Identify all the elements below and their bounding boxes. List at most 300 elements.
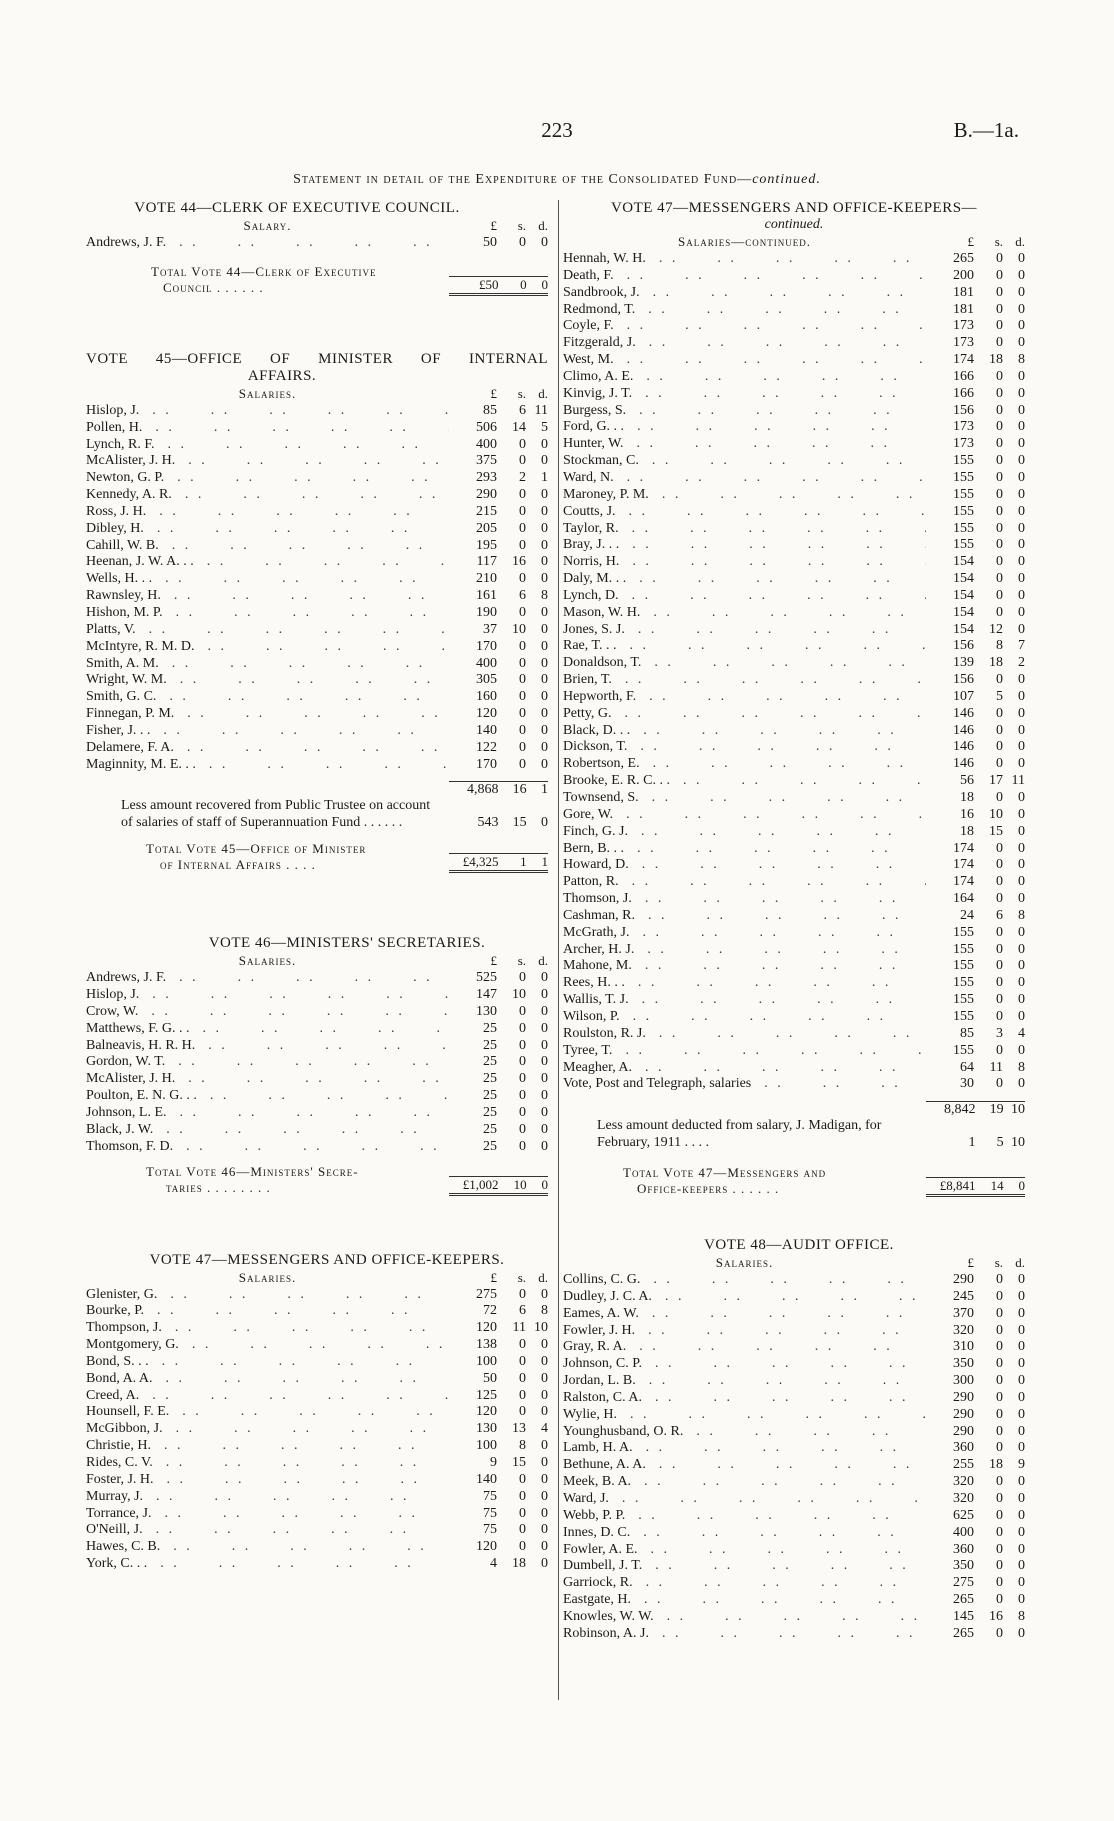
amount-pounds: 120 [476, 706, 497, 722]
vote-47-less-amount [926, 1135, 1025, 1152]
amount-shillings: 2 [519, 470, 526, 486]
table-row [86, 1438, 548, 1455]
vote-46-title: VOTE 46—MINISTERS' SECRETARIES. [208, 935, 486, 952]
amount-shillings: 15 [989, 823, 1003, 839]
table-row [86, 1139, 548, 1156]
amount-pounds: 100 [476, 1438, 497, 1454]
amount-pence: 1 [541, 782, 548, 798]
salary-name: Rawnsley, H. . . [86, 588, 449, 605]
amount-pounds: 125 [476, 1387, 497, 1403]
salary-name: Andrews, J. F. . . [86, 235, 449, 252]
table-row [563, 1076, 1025, 1093]
amount-pounds: 25 [483, 1105, 497, 1120]
table-row [86, 1054, 548, 1071]
vote-45-header [86, 385, 548, 403]
amount-pounds: 350 [953, 1558, 974, 1574]
amount-pence: 8 [1018, 907, 1025, 923]
amount-pence: 0 [1018, 924, 1025, 940]
table-row [86, 1105, 548, 1122]
vote-47-total-amount [926, 1177, 1025, 1197]
salary-name: Garriock, R. . . [563, 1575, 926, 1592]
salary-name: Cahill, W. B. . . [86, 538, 449, 555]
vote-47-less-text: Less amount deducted from salary, J. Madigan, for February, 1911 . . . . [597, 1118, 882, 1150]
amount-shillings: 0 [519, 655, 526, 671]
amount-pounds: 155 [953, 453, 974, 469]
salary-name: Thomson, F. D. . . [86, 1139, 449, 1156]
salary-name: Hennah, W. H. . . [563, 251, 926, 268]
vote-44-rows [86, 235, 548, 252]
table-row [563, 1026, 1025, 1043]
table-row [563, 807, 1025, 824]
amount-pounds: 146 [953, 705, 974, 721]
page-number: 223 [541, 118, 573, 142]
amount-pence: 1 [541, 470, 548, 486]
salary-name: Eames, A. W. . . [563, 1306, 926, 1323]
amount-shillings: 18 [512, 1556, 526, 1572]
amount-shillings: 0 [519, 503, 526, 519]
salary-name: Hunter, W. . . [563, 436, 926, 453]
amount-pounds: 265 [953, 1592, 974, 1608]
amount-pence: 0 [541, 235, 548, 250]
amount-pence: 0 [1018, 284, 1025, 300]
amount-pence: 0 [1018, 1625, 1025, 1641]
table-row [86, 1088, 548, 1105]
vote-46-header [86, 952, 548, 970]
salary-name: O'Neill, J. . . [86, 1522, 449, 1539]
vote-46-total-line1: Total Vote 46—Ministers' Secre- [146, 1163, 359, 1179]
amount-pence: 0 [1018, 1592, 1025, 1608]
amount-pounds: 154 [953, 571, 974, 587]
salary-name: Lamb, H. A. . . [563, 1440, 926, 1457]
amount-pence: 0 [1018, 823, 1025, 839]
amount-shillings: 0 [996, 739, 1003, 755]
amount-shillings: 0 [996, 1524, 1003, 1540]
table-row [563, 1289, 1025, 1306]
amount-shillings: 0 [996, 790, 1003, 805]
salary-name: McGrath, J. . . [563, 925, 926, 942]
amount-pounds: £8,841 [939, 1178, 976, 1194]
amount-pence: 0 [541, 706, 548, 722]
salary-name: Gray, R. A. . . [563, 1339, 926, 1356]
salary-name: Balneavis, H. R. H. . . [86, 1038, 449, 1055]
amount-pence: 0 [541, 1370, 548, 1386]
table-row [563, 655, 1025, 672]
amount-pounds: 145 [953, 1608, 974, 1624]
vote-48-rows [563, 1272, 1025, 1643]
amount-shillings: 0 [996, 1423, 1003, 1439]
table-row [86, 403, 548, 420]
vote-45-less [86, 798, 548, 831]
amount-shillings: 12 [989, 621, 1003, 637]
statement-title-text: Statement in detail of the Expenditure of the Consolidated Fund— [293, 172, 753, 187]
amount-pounds: 173 [953, 335, 974, 351]
table-row [563, 1592, 1025, 1609]
salary-name: Delamere, F. A. . . [86, 740, 449, 757]
table-row [563, 689, 1025, 706]
salary-name: Death, F. . . [563, 268, 926, 285]
amount-pence: 0 [1018, 857, 1025, 873]
pounds-heading: £ [967, 234, 974, 249]
table-row [563, 554, 1025, 571]
amount-pounds: 155 [953, 503, 974, 519]
amount-pounds: 155 [953, 941, 974, 957]
amount-pounds: 174 [953, 840, 974, 856]
amount-pounds: 160 [476, 689, 497, 705]
vote-47-subtotal [563, 1101, 1025, 1118]
pence-heading: d. [538, 1269, 548, 1285]
amount-pounds: 290 [953, 1272, 974, 1288]
table-row [86, 470, 548, 487]
amount-pence: 0 [541, 1404, 548, 1420]
table-row [86, 740, 548, 757]
amount-pence: 0 [1018, 1373, 1025, 1389]
salary-name: Fowler, A. E. . . [563, 1542, 926, 1559]
amount-shillings: 6 [519, 402, 526, 418]
amount-pounds: 275 [953, 1575, 974, 1591]
amount-pence: 0 [541, 1020, 548, 1036]
amount-shillings: 0 [996, 267, 1003, 283]
pence-heading: d. [538, 953, 548, 969]
amount-pounds: 139 [953, 655, 974, 671]
amount-pence: 10 [1011, 1134, 1025, 1150]
table-row [563, 1508, 1025, 1525]
amount-pence: 0 [541, 1286, 548, 1302]
table-row [563, 470, 1025, 487]
amount-pounds: 174 [953, 857, 974, 873]
amount-pounds: 205 [476, 520, 497, 536]
salary-name: Tyree, T. . . [563, 1043, 926, 1060]
amount-pence: 0 [1018, 1042, 1025, 1058]
amount-shillings: 0 [519, 1071, 526, 1087]
table-row [563, 1525, 1025, 1542]
amount-pounds: 16 [960, 806, 974, 822]
table-row [86, 639, 548, 656]
table-row [86, 970, 548, 987]
salary-name: Rees, H. . . . . [563, 975, 926, 992]
vote-48-section [563, 1237, 1025, 1643]
amount-pounds: 195 [476, 537, 497, 553]
amount-shillings: 5 [996, 1134, 1004, 1150]
table-row [563, 824, 1025, 841]
table-row [86, 538, 548, 555]
amount-pence: 0 [541, 1522, 548, 1538]
amount-pence: 0 [541, 621, 548, 637]
salary-name: Murray, J. . . [86, 1489, 449, 1506]
amount-pounds: 400 [476, 436, 497, 452]
amount-pounds: 85 [960, 1025, 974, 1041]
amount-pence: 0 [1018, 469, 1025, 485]
amount-pence: 0 [1018, 537, 1025, 553]
salary-name: Smith, A. M. . . [86, 656, 449, 673]
salary-name: Ward, N. . . [563, 470, 926, 487]
amount-shillings: 8 [519, 1438, 526, 1454]
amount-shillings: 0 [996, 1076, 1003, 1092]
amount-pence: 0 [541, 1337, 548, 1353]
amount-pounds: 255 [953, 1457, 974, 1473]
amount-pence: 0 [541, 1488, 548, 1504]
amount-pounds: 181 [953, 301, 974, 317]
salary-name: Robinson, A. J. . . [563, 1626, 926, 1643]
amount-pounds: £4,325 [462, 854, 499, 870]
amount-pence: 0 [1018, 486, 1025, 502]
vote-45-less-amount [449, 815, 548, 832]
left-column [86, 200, 548, 1573]
amount-shillings: 0 [996, 1575, 1003, 1591]
amount-shillings: 0 [996, 975, 1003, 991]
amount-shillings: 0 [996, 604, 1003, 620]
salary-name: Ralston, C. A. . . [563, 1390, 926, 1407]
table-row [563, 1373, 1025, 1390]
amount-pounds: 290 [953, 1423, 974, 1439]
amount-pence: 8 [541, 1303, 548, 1319]
salary-name: Robertson, E. . . [563, 756, 926, 773]
amount-shillings: 0 [519, 1471, 526, 1487]
vote-45-total-amount [449, 853, 548, 873]
salary-name: Bond, S. . . . . [86, 1354, 449, 1371]
amount-shillings: 0 [996, 520, 1003, 536]
salary-name: Archer, H. J. . . [563, 942, 926, 959]
amount-shillings: 15 [512, 1454, 526, 1470]
salary-name: Mahone, M. . . [563, 958, 926, 975]
salary-name: Daly, M. . . . . [563, 571, 926, 588]
amount-pounds: 25 [483, 1071, 497, 1087]
table-row [563, 605, 1025, 622]
vote-46-rows [86, 970, 548, 1155]
salary-name: Innes, D. C. . . [563, 1525, 926, 1542]
amount-shillings: 0 [996, 1322, 1003, 1338]
salary-name: Newton, G. P. . . [86, 470, 449, 487]
table-row [563, 335, 1025, 352]
amount-shillings: 14 [990, 1178, 1004, 1194]
amount-shillings: 0 [996, 722, 1003, 738]
amount-shillings: 0 [996, 335, 1003, 351]
amount-shillings: 0 [519, 1522, 526, 1538]
salary-name: Dudley, J. C. A. . . [563, 1289, 926, 1306]
salary-name: McAlister, J. H. . . [86, 453, 449, 470]
table-row [86, 689, 548, 706]
amount-pounds: 155 [953, 1008, 974, 1024]
table-row [86, 1320, 548, 1337]
amount-pounds: 400 [953, 1524, 974, 1540]
amount-pence: 0 [1018, 1305, 1025, 1321]
shillings-heading: s. [517, 385, 526, 401]
amount-pounds: 146 [953, 739, 974, 755]
amount-pounds: 9 [490, 1454, 497, 1470]
table-row [563, 908, 1025, 925]
table-row [86, 672, 548, 689]
vote-45-section [86, 351, 548, 873]
salary-name: Ford, G. . . . . [563, 419, 926, 436]
table-row [86, 420, 548, 437]
salary-name: Lynch, D. . . [563, 588, 926, 605]
vote-47-continued-label: Salaries—continued. [678, 234, 811, 249]
amount-shillings: 0 [996, 705, 1003, 721]
amount-shillings: 0 [996, 537, 1003, 553]
vote-47-rows [86, 1287, 548, 1573]
salary-name: Jones, S. J. . . [563, 622, 926, 639]
vote-47-continued-rows [563, 251, 1025, 1093]
amount-pence: 0 [1018, 436, 1025, 452]
table-row [86, 622, 548, 639]
vote-46-label: Salaries. [238, 953, 297, 969]
amount-pence: 0 [1018, 705, 1025, 721]
table-row [563, 251, 1025, 268]
amount-pounds: 25 [483, 1020, 497, 1036]
amount-shillings: 10 [513, 1176, 527, 1192]
amount-pounds: 140 [476, 1471, 497, 1487]
table-row [563, 706, 1025, 723]
shillings-heading: s. [994, 234, 1003, 249]
salary-name: Maginnity, M. E. . . . . [86, 757, 449, 774]
vote-47-subtotal-amount [926, 1101, 1025, 1118]
table-row [563, 302, 1025, 319]
salary-name: Petty, G. . . [563, 706, 926, 723]
salary-name: Burgess, S. . . [563, 403, 926, 420]
table-row [86, 487, 548, 504]
amount-shillings: 0 [519, 722, 526, 738]
amount-pence: 4 [1018, 1025, 1025, 1041]
table-row [563, 857, 1025, 874]
salary-name: Finnegan, P. M. . . [86, 706, 449, 723]
table-row [563, 1609, 1025, 1626]
amount-pounds: 310 [953, 1339, 974, 1355]
amount-pounds: 275 [476, 1286, 497, 1302]
vote-47-section [86, 1252, 548, 1573]
vote-44-section [86, 200, 548, 296]
amount-shillings: 0 [519, 706, 526, 722]
vote-47-total [563, 1165, 1025, 1197]
vote-44-total [86, 264, 548, 296]
amount-pounds: 166 [953, 385, 974, 401]
amount-pence: 0 [1018, 790, 1025, 805]
salary-name: Fowler, J. H. . . [563, 1323, 926, 1340]
amount-pence: 0 [1018, 874, 1025, 890]
table-row [563, 672, 1025, 689]
amount-shillings: 0 [519, 970, 526, 986]
amount-shillings: 16 [512, 554, 526, 570]
amount-pounds: 360 [953, 1440, 974, 1456]
amount-pounds: 50 [483, 235, 497, 250]
table-row [563, 571, 1025, 588]
amount-pounds: 350 [953, 1356, 974, 1372]
amount-shillings: 0 [996, 402, 1003, 418]
amount-pounds: 293 [476, 470, 497, 486]
amount-shillings: 18 [989, 1457, 1003, 1473]
table-row [563, 942, 1025, 959]
amount-pence: 0 [541, 987, 548, 1003]
amount-shillings: 0 [519, 1138, 526, 1154]
vote-47-title: VOTE 47—MESSENGERS AND OFFICE-KEEPERS. [149, 1251, 505, 1268]
salary-name: McGibbon, J. . . [86, 1421, 449, 1438]
amount-pounds: 37 [483, 621, 497, 637]
salary-name: Coyle, F. . . [563, 318, 926, 335]
salary-name: Patton, R. . . [563, 874, 926, 891]
table-row [86, 1539, 548, 1556]
amount-pounds: 50 [483, 1370, 497, 1386]
amount-shillings: 0 [519, 1286, 526, 1302]
amount-shillings: 0 [996, 385, 1003, 401]
salary-name: Johnson, L. E. . . [86, 1105, 449, 1122]
amount-shillings: 0 [519, 739, 526, 755]
amount-pence: 0 [1018, 672, 1025, 688]
salary-name: Coutts, J. . . [563, 504, 926, 521]
amount-pounds: 72 [483, 1303, 497, 1319]
amount-shillings: 0 [519, 1488, 526, 1504]
amount-pounds: 156 [953, 402, 974, 418]
table-row [86, 706, 548, 723]
amount-shillings: 11 [512, 1320, 526, 1336]
amount-pounds: 130 [476, 1421, 497, 1437]
amount-pence: 0 [1018, 1406, 1025, 1422]
amount-shillings: 0 [996, 1389, 1003, 1405]
salary-name: Redmond, T. . . [563, 302, 926, 319]
amount-pence: 0 [541, 1138, 548, 1154]
amount-pounds: £1,002 [462, 1176, 499, 1192]
shillings-heading: s. [517, 1269, 526, 1285]
amount-shillings: 0 [519, 1353, 526, 1369]
vote-47-header [86, 1269, 548, 1287]
amount-pence: 10 [1011, 1102, 1025, 1118]
amount-pounds: 155 [953, 992, 974, 1008]
amount-shillings: 0 [519, 1404, 526, 1420]
amount-shillings: 1 [520, 854, 527, 870]
amount-shillings: 0 [996, 251, 1003, 266]
table-row [563, 403, 1025, 420]
amount-shillings: 0 [996, 1625, 1003, 1641]
amount-shillings: 0 [996, 992, 1003, 1008]
vote-46-total [86, 1164, 548, 1196]
table-row [563, 1060, 1025, 1077]
amount-pounds: 4,868 [466, 782, 499, 798]
amount-pence: 4 [541, 1421, 548, 1437]
amount-pounds: 625 [953, 1507, 974, 1523]
amount-pence: 11 [534, 402, 548, 418]
amount-shillings: 0 [519, 571, 526, 587]
salary-name: Sandbrook, J. . . [563, 285, 926, 302]
table-row [86, 1303, 548, 1320]
shillings-heading: s. [994, 1255, 1003, 1271]
amount-shillings: 17 [989, 773, 1003, 789]
table-row [86, 588, 548, 605]
amount-pounds: 75 [483, 1488, 497, 1504]
salary-name: Eastgate, H. . . [563, 1592, 926, 1609]
table-row [563, 891, 1025, 908]
amount-pence: 0 [541, 520, 548, 536]
amount-pounds: 25 [483, 1054, 497, 1070]
pence-heading: d. [1015, 1255, 1025, 1271]
amount-shillings: 0 [996, 1592, 1003, 1608]
table-row [563, 352, 1025, 369]
amount-shillings: 18 [989, 352, 1003, 368]
amount-pence: 0 [1018, 806, 1025, 822]
amount-pence: 0 [1018, 1288, 1025, 1304]
amount-pence: 0 [541, 1105, 548, 1120]
salary-name: Townsend, S. . . [563, 790, 926, 807]
salary-name: Ross, J. H. . . [86, 504, 449, 521]
amount-pence: 0 [541, 436, 548, 452]
amount-pounds: 64 [960, 1059, 974, 1075]
table-row [563, 1542, 1025, 1559]
salary-name: Collins, C. G. . . [563, 1272, 926, 1289]
amount-pounds: 155 [953, 537, 974, 553]
table-row [86, 1472, 548, 1489]
amount-shillings: 0 [519, 1003, 526, 1019]
vote-47-total-line2: Office-keepers . . . . . . [637, 1181, 780, 1197]
amount-pence: 0 [541, 554, 548, 570]
amount-pounds: 170 [476, 638, 497, 654]
table-row [563, 1424, 1025, 1441]
amount-shillings: 0 [996, 1356, 1003, 1372]
